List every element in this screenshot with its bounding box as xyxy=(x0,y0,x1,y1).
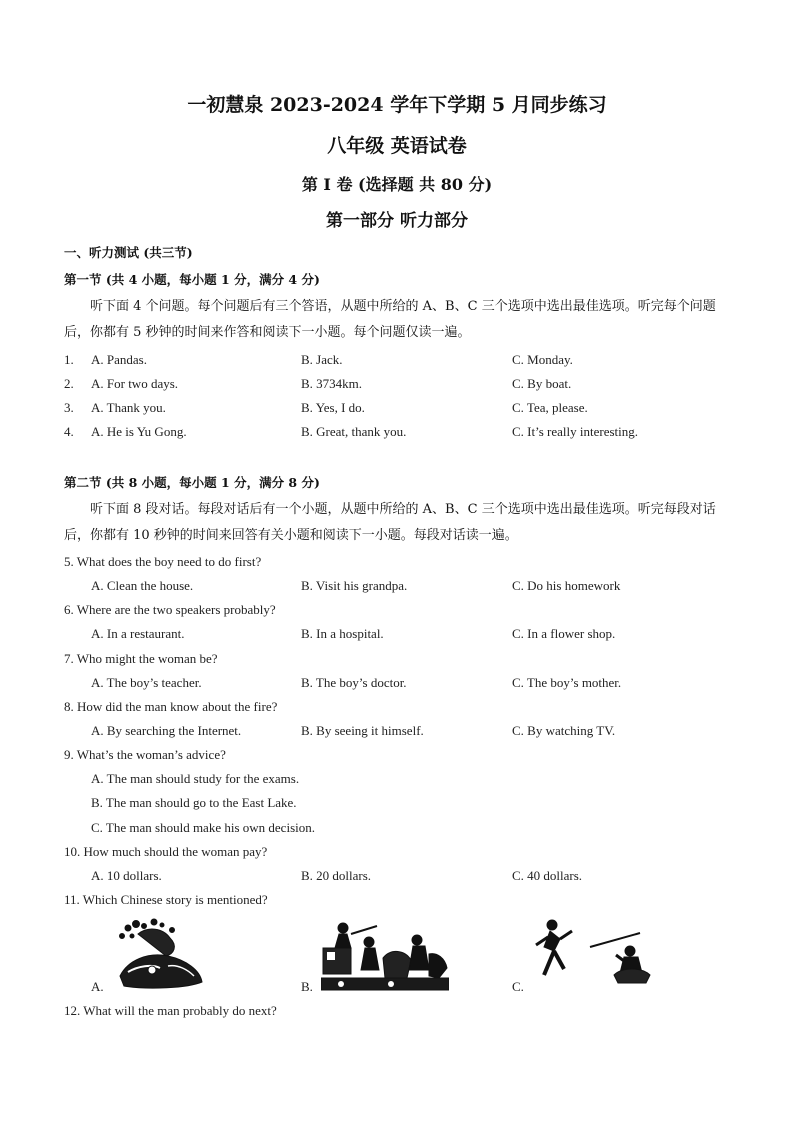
option-c: C. Monday. xyxy=(512,352,573,367)
subsection2-heading: 第二节 (共 8 小题，每小题 1 分，满分 8 分) xyxy=(64,475,320,490)
part-heading: 第一部分 听力部分 xyxy=(326,211,468,231)
question-stem: 5. What does the boy need to do first? xyxy=(64,554,262,569)
option-c: C. By watching TV. xyxy=(512,723,616,738)
subsection2-instructions: 听下面 8 段对话。每段对话后有一个小题，从题中所给的 A、B、C 三个选项中选出最佳选项。听完每段对话后，你都有 10 秒钟的时间来回答有关小题和阅读下一小题。每段对话读一遍。 xyxy=(64,502,716,543)
question-number: 4. xyxy=(64,424,74,439)
option-c: C. Do his homework xyxy=(512,578,621,593)
option-c: C. The boy’s mother. xyxy=(512,675,622,690)
question-stem: 10. How much should the woman pay? xyxy=(64,844,268,859)
option-b: B. Visit his grandpa. xyxy=(301,578,408,593)
option-b: B. The boy’s doctor. xyxy=(301,675,407,690)
question-stem: 7. Who might the woman be? xyxy=(64,651,218,666)
option-c: C. xyxy=(512,979,524,994)
section-heading: 一、听力测试 (共三节) xyxy=(64,245,193,260)
option-a: A. The boy’s teacher. xyxy=(91,675,202,690)
question-number: 1. xyxy=(64,352,74,367)
picture-option-b xyxy=(321,918,449,992)
option-a: A. He is Yu Gong. xyxy=(91,424,187,439)
option-a: A. For two days. xyxy=(91,376,179,391)
question-stem: 6. Where are the two speakers probably? xyxy=(64,602,276,617)
option-c: C. By boat. xyxy=(512,376,572,391)
subsection1-heading: 第一节 (共 4 小题，每小题 1 分，满分 4 分) xyxy=(64,272,320,287)
question-stem: 11. Which Chinese story is mentioned? xyxy=(64,892,268,907)
option-b: B. 3734km. xyxy=(301,376,363,391)
exam-subtitle: 八年级 英语试卷 xyxy=(327,135,467,157)
option-a: A. The man should study for the exams. xyxy=(91,771,300,786)
option-b: B. In a hospital. xyxy=(301,626,384,641)
question-number: 2. xyxy=(64,376,74,391)
subsection1-instructions: 听下面 4 个问题。每个问题后有三个答语，从题中所给的 A、B、C 三个选项中选出最佳选项。听完每个问题后，你都有 5 秒钟的时间来作答和阅读下一小题。每个问题仅读一遍。 xyxy=(64,299,716,340)
option-c: C. The man should make his own decision. xyxy=(91,820,315,835)
exam-title: 一初慧泉 2023-2024 学年下学期 5 月同步练习 xyxy=(187,94,607,116)
picture-option-a xyxy=(108,916,208,992)
option-b: B. Jack. xyxy=(301,352,343,367)
question-stem: 12. What will the man probably do next? xyxy=(64,1003,277,1018)
question-stem: 9. What’s the woman’s advice? xyxy=(64,747,226,762)
option-b: B. By seeing it himself. xyxy=(301,723,424,738)
option-a: A. In a restaurant. xyxy=(91,626,185,641)
option-b: B. Yes, I do. xyxy=(301,400,365,415)
volume-heading: 第 I 卷 (选择题 共 80 分) xyxy=(301,175,493,194)
option-b: B. Great, thank you. xyxy=(301,424,407,439)
option-b: B. 20 dollars. xyxy=(301,868,372,883)
option-c: C. 40 dollars. xyxy=(512,868,583,883)
question-number: 3. xyxy=(64,400,74,415)
option-a: A. Thank you. xyxy=(91,400,166,415)
option-a: A. Clean the house. xyxy=(91,578,194,593)
option-b: B. The man should go to the East Lake. xyxy=(91,795,297,810)
option-c: C. It’s really interesting. xyxy=(512,424,639,439)
option-a: A. By searching the Internet. xyxy=(91,723,242,738)
option-c: C. In a flower shop. xyxy=(512,626,616,641)
option-b: B. xyxy=(301,979,313,994)
option-a: A. xyxy=(91,979,104,994)
picture-option-c xyxy=(530,917,654,995)
option-a: A. 10 dollars. xyxy=(91,868,162,883)
option-a: A. Pandas. xyxy=(91,352,147,367)
option-c: C. Tea, please. xyxy=(512,400,588,415)
question-stem: 8. How did the man know about the fire? xyxy=(64,699,278,714)
